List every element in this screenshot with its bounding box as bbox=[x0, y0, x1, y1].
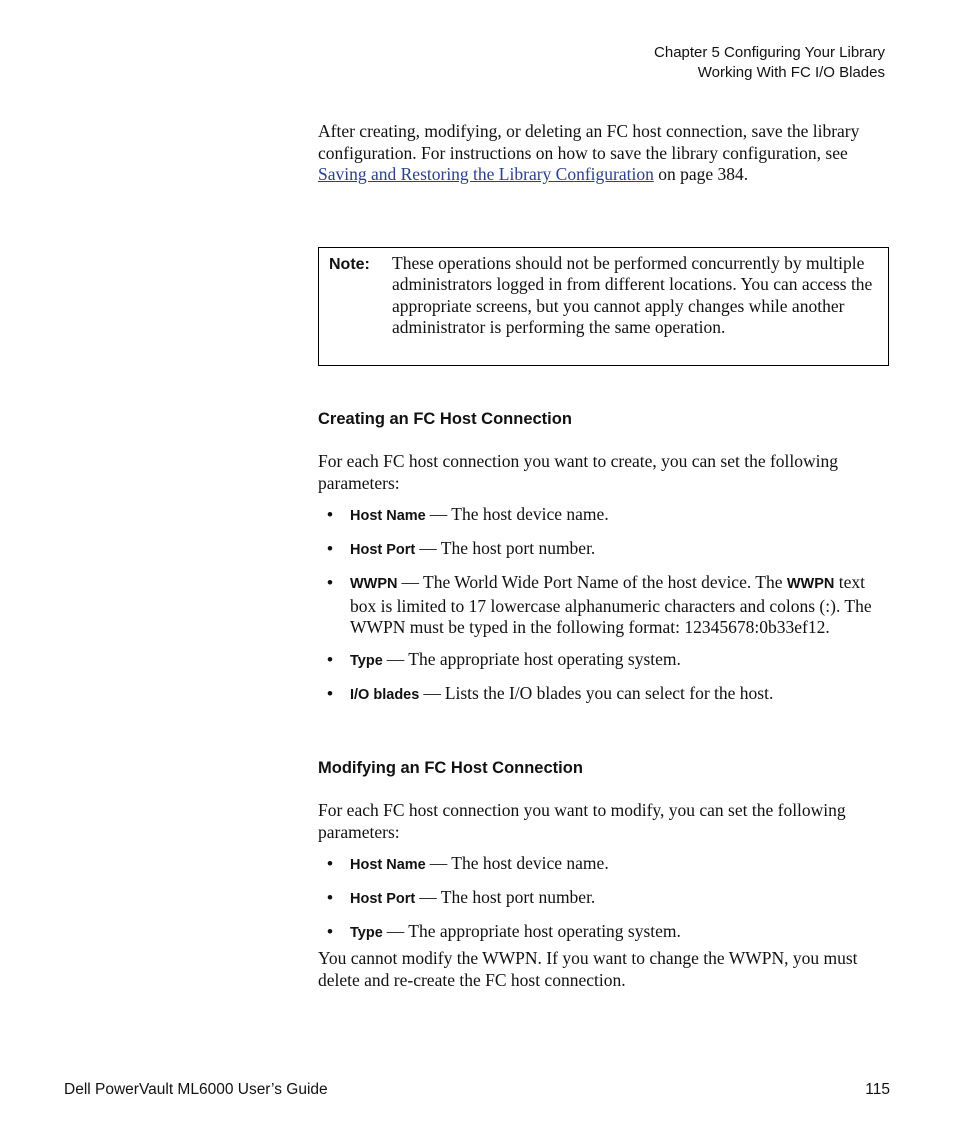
parameter-term: Type bbox=[350, 653, 383, 669]
intro-text-before: After creating, modifying, or deleting an FC host connection, save the library configuration. For instructions on how to save the library configuration, see bbox=[318, 121, 860, 163]
list-item bbox=[318, 853, 890, 877]
em-dash: — bbox=[423, 683, 441, 703]
list-item bbox=[318, 683, 890, 707]
parameter-term: I/O blades bbox=[350, 687, 420, 703]
parameter-term: Host Port bbox=[350, 542, 416, 558]
parameter-description: The host device name. bbox=[451, 853, 609, 873]
modifying-heading: Modifying an FC Host Connection bbox=[318, 759, 583, 777]
creating-intro: For each FC host connection you want to create, you can set the following parameters: bbox=[318, 451, 839, 493]
list-item bbox=[318, 538, 890, 562]
list-item bbox=[318, 649, 890, 673]
note-label: Note: bbox=[329, 256, 370, 273]
parameter-term: Type bbox=[350, 925, 383, 941]
em-dash: — bbox=[419, 538, 437, 558]
closing-paragraph: You cannot modify the WWPN. If you want to change the WWPN, you must delete and re-create the FC host connection. bbox=[318, 948, 858, 990]
bullet-icon: • bbox=[327, 684, 333, 703]
modifying-intro: For each FC host connection you want to modify, you can set the following parameters: bbox=[318, 800, 846, 842]
em-dash: — bbox=[429, 853, 448, 873]
em-dash: — bbox=[386, 649, 405, 669]
list-item bbox=[318, 921, 890, 945]
parameter-description: The host device name. bbox=[451, 504, 609, 524]
em-dash: — bbox=[386, 921, 405, 941]
bullet-icon: • bbox=[327, 650, 333, 669]
em-dash: — bbox=[429, 504, 448, 524]
list-item bbox=[318, 572, 890, 639]
section-title: Working With FC I/O Blades bbox=[697, 64, 885, 81]
creating-parameter-list bbox=[318, 504, 890, 707]
chapter-title: Chapter 5 Configuring Your Library bbox=[654, 44, 885, 61]
list-item bbox=[318, 504, 890, 528]
footer-title: Dell PowerVault ML6000 User’s Guide bbox=[64, 1081, 328, 1098]
parameter-term: Host Name bbox=[350, 857, 426, 873]
bullet-icon: • bbox=[327, 573, 333, 592]
bullet-icon: • bbox=[327, 922, 333, 941]
bullet-icon: • bbox=[327, 505, 333, 524]
intro-text-after: on page 384. bbox=[653, 164, 749, 184]
parameter-description: The appropriate host operating system. bbox=[408, 649, 681, 669]
parameter-description: The World Wide Port Name of the host device. The bbox=[423, 572, 787, 592]
list-item bbox=[318, 887, 890, 911]
bullet-icon: • bbox=[327, 888, 333, 907]
parameter-description: Lists the I/O blades you can select for the host. bbox=[444, 683, 774, 703]
parameter-term: Host Name bbox=[350, 508, 426, 524]
cross-reference-link[interactable]: Saving and Restoring the Library Configuration bbox=[318, 164, 654, 184]
em-dash: — bbox=[419, 887, 437, 907]
note-text: These operations should not be performed concurrently by multiple administrators logged in from different locations. You can access the appropriate screens, but you cannot apply changes while another administrator is performing the same operation. bbox=[392, 253, 873, 337]
page-number: 115 bbox=[865, 1081, 890, 1098]
intro-paragraph bbox=[318, 121, 890, 186]
note-box bbox=[318, 247, 889, 366]
bullet-icon: • bbox=[327, 539, 333, 558]
parameter-description: The host port number. bbox=[440, 538, 596, 558]
bullet-icon: • bbox=[327, 854, 333, 873]
parameter-term: Host Port bbox=[350, 891, 416, 907]
inline-term: WWPN bbox=[786, 576, 835, 592]
parameter-description: The host port number. bbox=[440, 887, 596, 907]
parameter-term: WWPN bbox=[350, 576, 398, 592]
running-header bbox=[654, 43, 885, 83]
modifying-parameter-list bbox=[318, 853, 890, 945]
em-dash: — bbox=[401, 572, 420, 592]
parameter-description-cont: text box is limited to 17 lowercase alphanumeric characters and colons (:). The WWPN must be typed in the following format: 12345678:0b33ef12. bbox=[350, 572, 872, 637]
creating-heading: Creating an FC Host Connection bbox=[318, 410, 572, 428]
parameter-description: The appropriate host operating system. bbox=[408, 921, 681, 941]
